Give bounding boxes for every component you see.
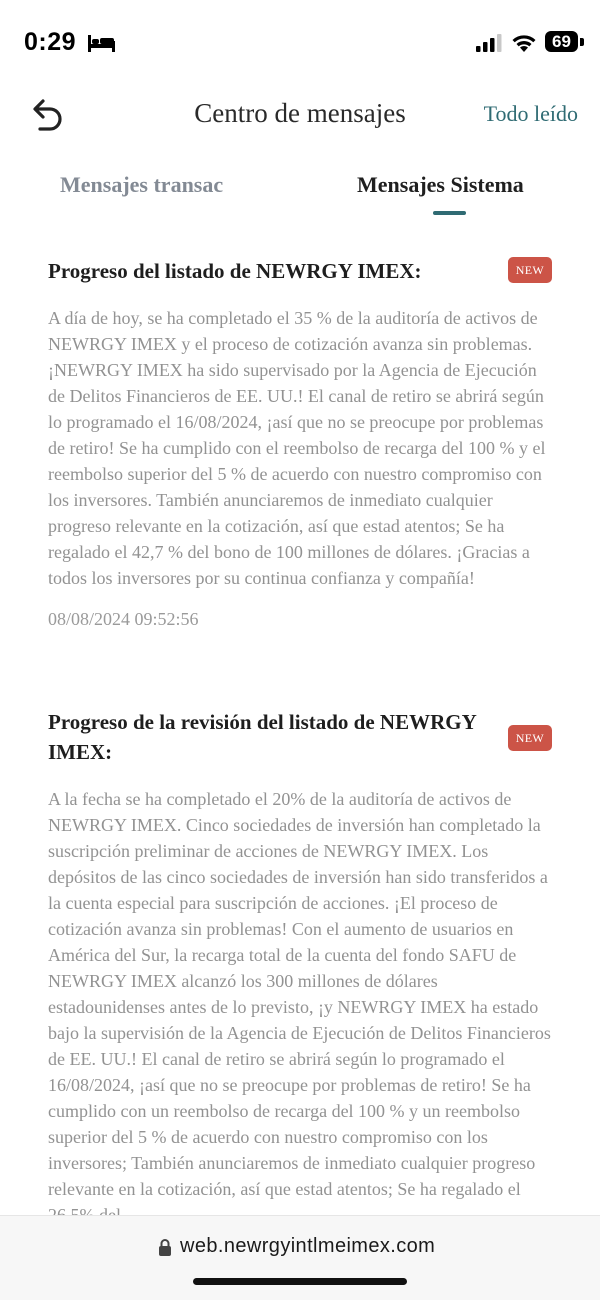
- message-body: A día de hoy, se ha completado el 35 % de la auditoría de activos de NEWRGY IMEX y el proceso de cotización avanza sin problemas. ¡NEWRGY IMEX ha sido supervisado por la Agencia de Ejecución de Delitos Financieros de EE. UU.! El canal de retiro se abrirá según lo programado el 16/08/2024, ¡así que no se preocupe por problemas de retiro! Se ha cumplido con el reembolso de recarga del 100 % y el reembolso superior del 5 % de acuerdo con nuestro compromiso con los inversores. También anunciaremos de inmediato cualquier progreso relevante en la cotización, así que estad atentos; Se ha regalado el 42,7 % del bono de 100 millones de dólares. ¡Gracias a todos los inversores por su continua confianza y compañía!: [48, 308, 546, 588]
- wifi-icon: [511, 33, 537, 53]
- status-time: 0:29: [24, 28, 77, 56]
- battery-icon: [545, 31, 585, 54]
- home-indicator[interactable]: [193, 1278, 407, 1285]
- message-title: Progreso de la revisión del listado de NEWRGY IMEX:: [48, 710, 476, 764]
- message-item[interactable]: [48, 707, 554, 1228]
- cellular-signal-icon: [476, 34, 502, 52]
- url-text[interactable]: web.newrgyintlmeimex.com: [180, 1235, 436, 1257]
- mark-all-read-button[interactable]: Todo leído: [483, 101, 578, 126]
- battery-level: 69: [545, 31, 578, 52]
- status-bar: [0, 0, 600, 88]
- message-body: A la fecha se ha completado el 20% de la auditoría de activos de NEWRGY IMEX. Cinco sociedades de inversión han completado la suscripción preliminar de acciones de NEWRGY IMEX. Los depósitos de las cinco sociedades de inversión han sido transferidos a la cuenta especial para suscripción de acciones. ¡El proceso de cotización avanza sin problemas! Con el aumento de usuarios en América del Sur, la recarga total de la cuenta del fondo SAFU de NEWRGY IMEX alcanzó los 300 millones de dólares estadounidenses antes de lo previsto, ¡y NEWRGY IMEX ha estado bajo la supervisión de la Agencia de Ejecución de Delitos Financieros de EE. UU.! El canal de retiro se abrirá según lo programado el 16/08/2024, ¡así que no se preocupe por problemas de retiro! Se ha cumplido con un reembolso de recarga del 100 % y un reembolso superior del 5 % de acuerdo con nuestro compromiso con los inversores; También anunciaremos de inmediato cualquier progreso relevante en la cotización, así que estad atentos; Se ha regalado el: [48, 789, 551, 1199]
- lock-icon: [158, 1238, 172, 1256]
- tab-transaction-messages[interactable]: Mensajes transac: [60, 172, 224, 197]
- browser-url-bar[interactable]: [0, 1215, 600, 1300]
- active-tab-indicator: [433, 211, 466, 215]
- page-title: Centro de mensajes: [194, 98, 406, 128]
- tab-system-messages[interactable]: Mensajes Sistema: [357, 172, 524, 197]
- message-title: Progreso del listado de NEWRGY IMEX:: [48, 259, 422, 283]
- bed-icon: [88, 33, 115, 52]
- new-badge: NEW: [508, 257, 552, 283]
- battery-cap: [580, 38, 584, 46]
- new-badge: NEW: [508, 725, 552, 751]
- message-timestamp: 08/08/2024 09:52:56: [48, 609, 199, 629]
- message-item[interactable]: [48, 256, 554, 630]
